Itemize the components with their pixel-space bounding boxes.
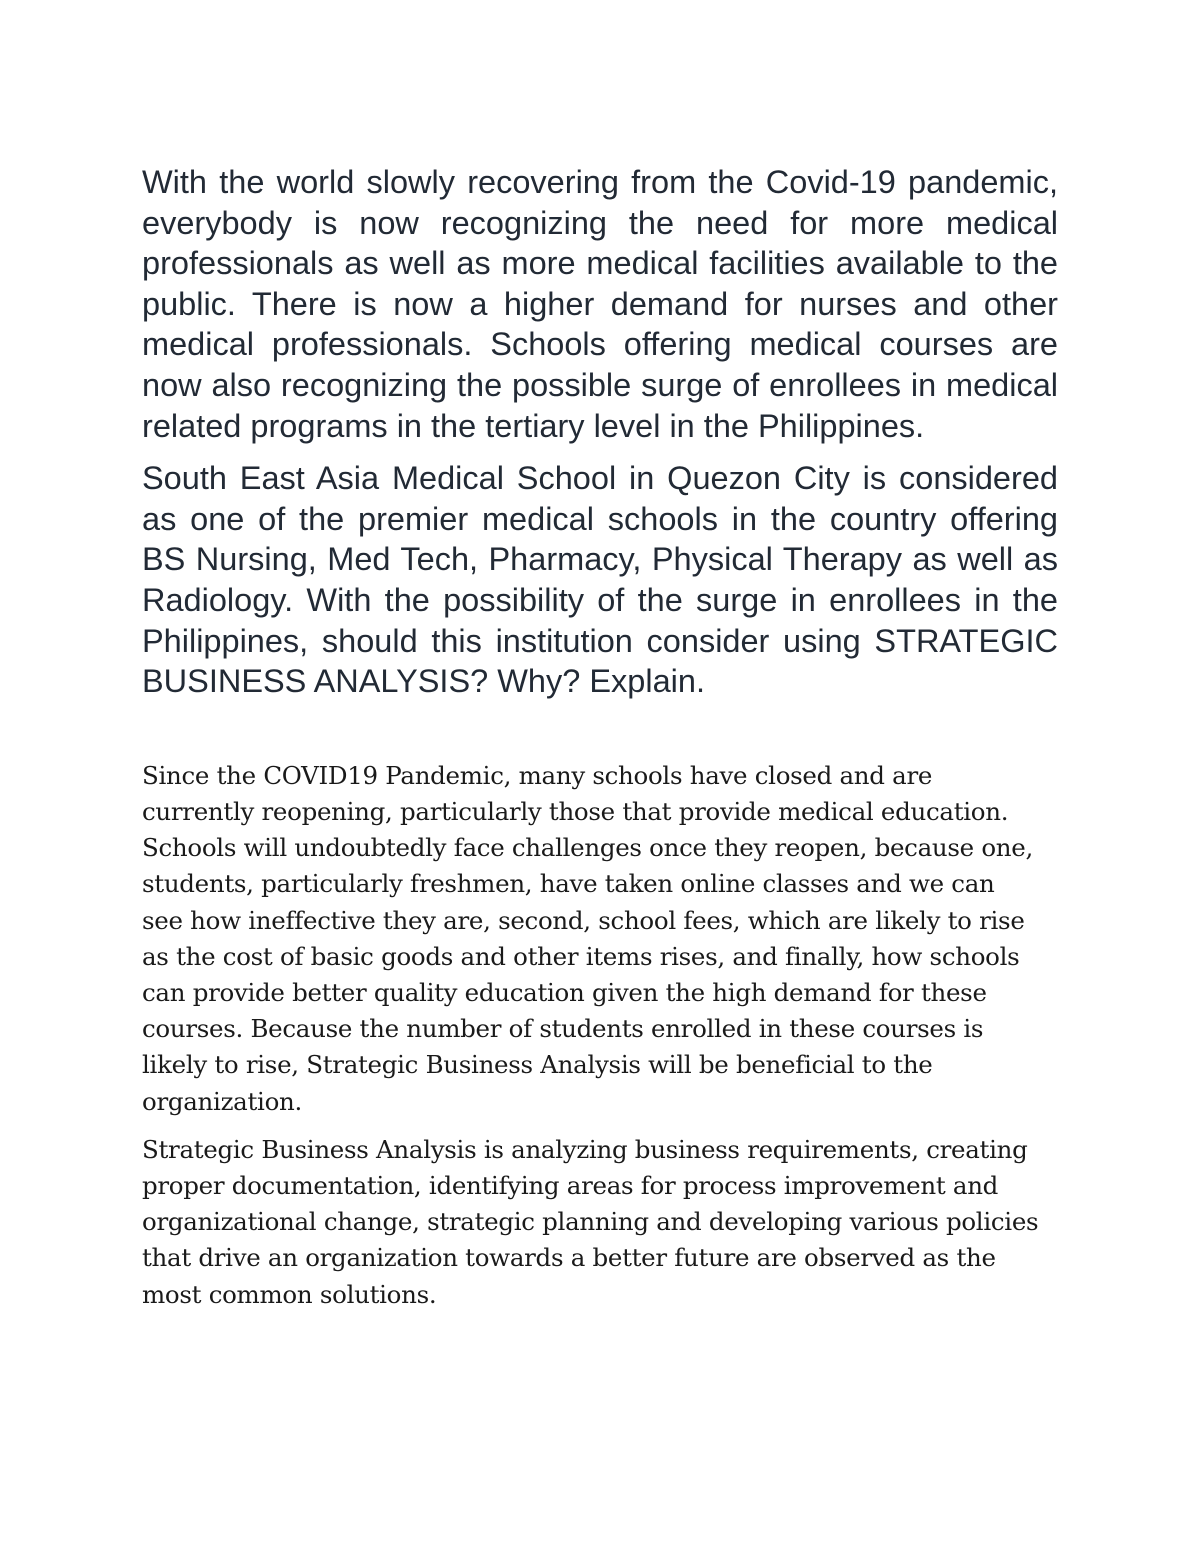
question-paragraph-2: South East Asia Medical School in Quezon City is considered as one of the premier medical schools in the country offering BS Nursing, Med Tech, Pharmacy, Physical Therapy as well as Radiology. With the possibility of the surge in enrollees in the Philippines, should this institution consider using STRATEGIC BUSINESS ANALYSIS? Why? Explain. [142,460,1058,700]
answer-section [142,758,1058,1313]
question-section [142,162,1058,702]
answer-paragraph-2: Strategic Business Analysis is analyzing business requirements, creating proper documentation, identifying areas for process improvement and organizational change, strategic planning and developing various policies that drive an organization towards a better future are observed as the most common solutions. [142,1134,1039,1309]
question-paragraph-1: With the world slowly recovering from the Covid-19 pandemic, everybody is now recognizing the need for more medical professionals as well as more medical facilities available to the public. There is now a higher demand for nurses and other medical professionals. Schools offering medical courses are now also recognizing the possible surge of enrollees in medical related programs in the tertiary level in the Philippines. [142,164,1058,444]
document-content [142,162,1058,1325]
answer-paragraph-1: Since the COVID19 Pandemic, many schools have closed and are currently reopening, particularly those that provide medical education. Schools will undoubtedly face challenges once they reopen, because one, students, particularly freshmen, have taken online classes and we can see how ineffective they are, second, school fees, which are likely to rise as the cost of basic goods and other items rises, and finally, how schools can provide better quality education given the high demand for these courses. Because the number of students enrolled in these courses is likely to rise, Strategic Business Analysis will be beneficial to the organization. [142,760,1033,1116]
